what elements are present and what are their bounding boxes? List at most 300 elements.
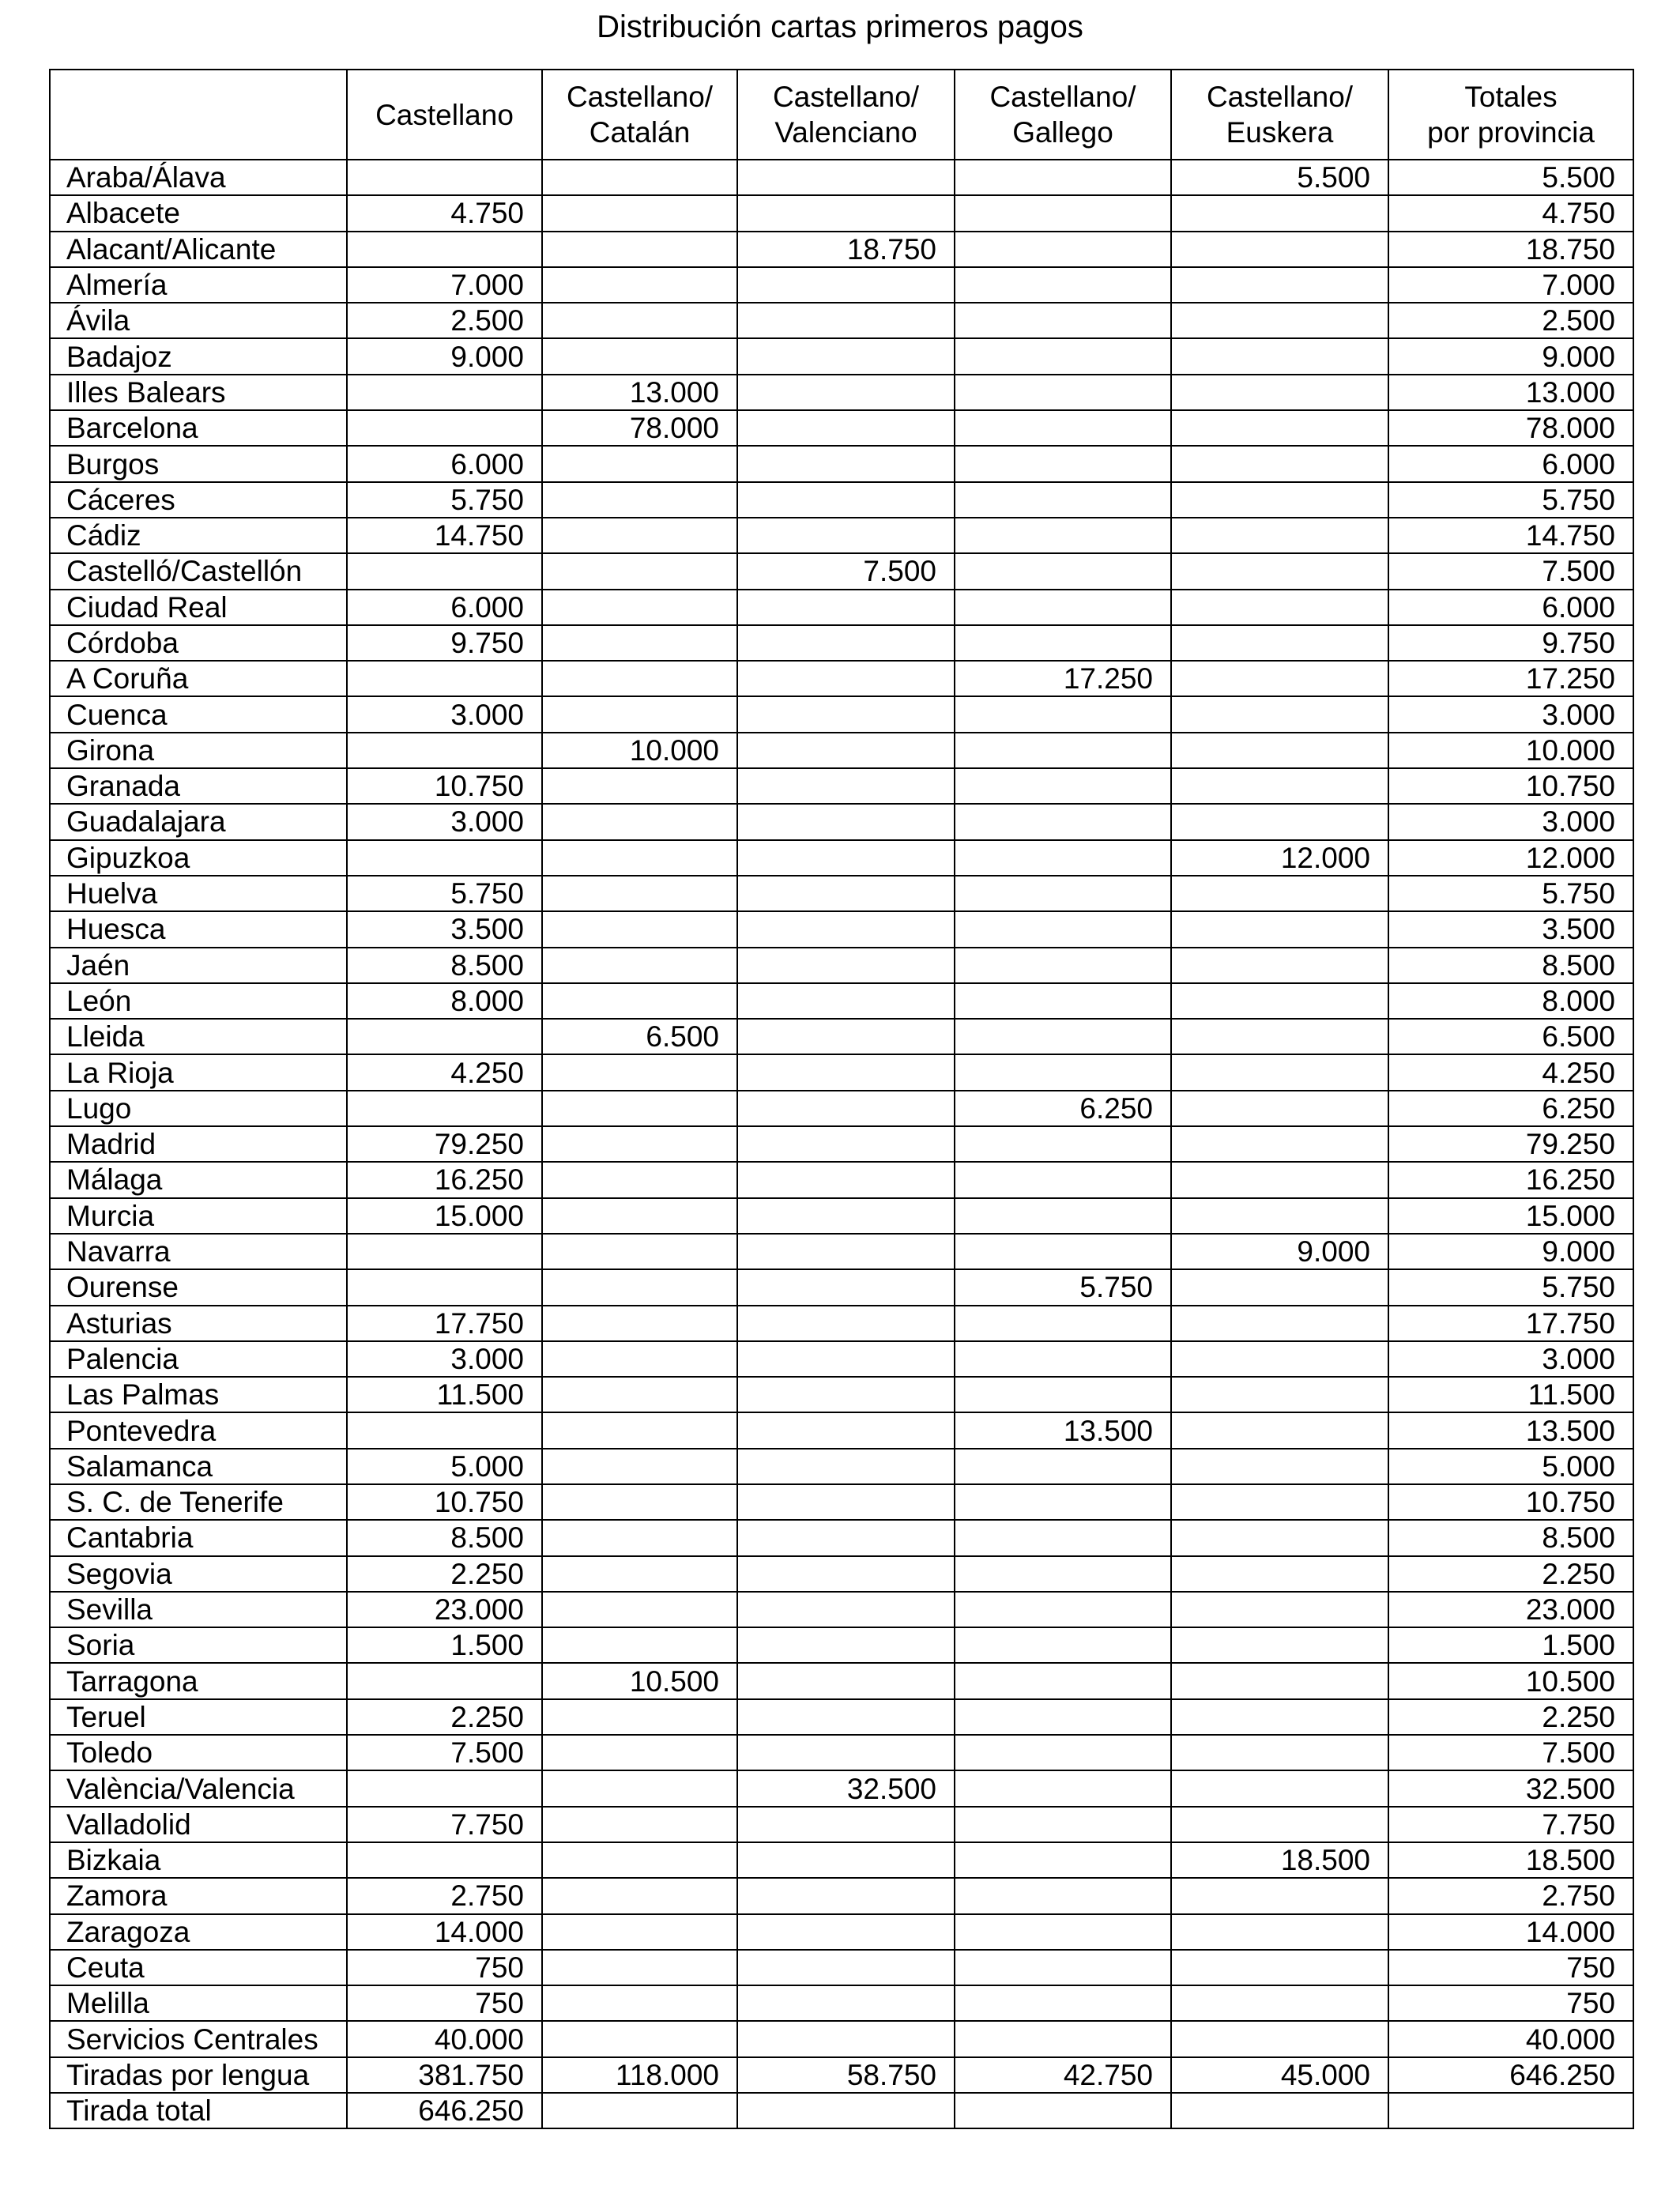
value-cell-castellano-valenciano — [737, 1198, 955, 1234]
value-cell-castellano-euskera — [1171, 1054, 1388, 1090]
value-cell-castellano-catalan — [542, 1842, 737, 1878]
value-cell-castellano: 7.000 — [347, 267, 542, 303]
province-name-cell: Palencia — [50, 1341, 347, 1377]
value-cell-castellano-catalan — [542, 1269, 737, 1305]
table-row — [50, 338, 1633, 374]
province-name-cell: Badajoz — [50, 338, 347, 374]
table-row — [50, 1520, 1633, 1555]
value-cell-castellano-euskera — [1171, 1627, 1388, 1663]
value-cell-castellano-gallego — [955, 1520, 1171, 1555]
value-cell-castellano-euskera — [1171, 1592, 1388, 1627]
province-name-cell: Araba/Álava — [50, 160, 347, 195]
province-name-cell: Huesca — [50, 911, 347, 947]
value-cell-castellano-catalan — [542, 804, 737, 839]
value-cell-castellano-valenciano — [737, 1449, 955, 1484]
value-cell-castellano-valenciano — [737, 948, 955, 983]
value-cell-castellano-euskera — [1171, 948, 1388, 983]
value-cell-total-por-provincia: 6.250 — [1388, 1091, 1633, 1126]
table-row — [50, 2057, 1633, 2093]
column-header-line-1: Castellano/ — [566, 81, 714, 113]
province-name-cell: Zamora — [50, 1878, 347, 1913]
value-cell-castellano: 5.000 — [347, 1449, 542, 1484]
column-header-castellano-valenciano — [737, 70, 955, 160]
value-cell-castellano-gallego — [955, 553, 1171, 589]
value-cell-castellano-gallego — [955, 1484, 1171, 1520]
column-header-province — [50, 70, 347, 160]
province-name-cell: Asturias — [50, 1306, 347, 1341]
value-cell-total-por-provincia: 79.250 — [1388, 1126, 1633, 1162]
value-cell-total-por-provincia: 2.250 — [1388, 1556, 1633, 1592]
table-row — [50, 1054, 1633, 1090]
value-cell-total-por-provincia: 2.250 — [1388, 1699, 1633, 1735]
value-cell-castellano-valenciano — [737, 1627, 955, 1663]
value-cell-castellano-valenciano — [737, 696, 955, 732]
column-header-line-1: Castellano — [375, 98, 514, 131]
value-cell-castellano-gallego — [955, 1234, 1171, 1269]
value-cell-castellano-gallego: 42.750 — [955, 2057, 1171, 2093]
value-cell-castellano-euskera — [1171, 1449, 1388, 1484]
value-cell-total-por-provincia: 40.000 — [1388, 2021, 1633, 2056]
value-cell-castellano-valenciano — [737, 1484, 955, 1520]
value-cell-total-por-provincia: 17.750 — [1388, 1306, 1633, 1341]
value-cell-castellano-valenciano — [737, 1663, 955, 1698]
value-cell-castellano-catalan — [542, 1556, 737, 1592]
value-cell-total-por-provincia: 16.250 — [1388, 1162, 1633, 1197]
value-cell-castellano-catalan — [542, 232, 737, 267]
value-cell-castellano-valenciano — [737, 1807, 955, 1842]
table-row — [50, 1556, 1633, 1592]
table-row — [50, 482, 1633, 518]
value-cell-castellano: 5.750 — [347, 876, 542, 911]
province-name-cell: Ceuta — [50, 1950, 347, 1985]
value-cell-castellano-euskera — [1171, 1377, 1388, 1412]
value-cell-castellano-valenciano — [737, 375, 955, 410]
province-name-cell: Granada — [50, 768, 347, 804]
value-cell-castellano — [347, 733, 542, 768]
value-cell-castellano-valenciano — [737, 160, 955, 195]
value-cell-castellano-euskera — [1171, 1019, 1388, 1054]
table-row — [50, 1735, 1633, 1770]
value-cell-castellano-gallego — [955, 1198, 1171, 1234]
header-row — [50, 70, 1633, 160]
value-cell-total-por-provincia: 6.000 — [1388, 590, 1633, 625]
value-cell-castellano-valenciano — [737, 1914, 955, 1950]
value-cell-castellano: 9.750 — [347, 625, 542, 661]
value-cell-castellano-catalan — [542, 303, 737, 338]
table-row — [50, 983, 1633, 1019]
value-cell-total-por-provincia: 6.000 — [1388, 446, 1633, 481]
value-cell-total-por-provincia: 23.000 — [1388, 1592, 1633, 1627]
column-header-castellano-gallego — [955, 70, 1171, 160]
column-header-castellano — [347, 70, 542, 160]
table-row — [50, 1484, 1633, 1520]
value-cell-castellano-gallego — [955, 1663, 1171, 1698]
value-cell-castellano-gallego — [955, 518, 1171, 553]
province-name-cell: Zaragoza — [50, 1914, 347, 1950]
value-cell-castellano-catalan — [542, 911, 737, 947]
table-row — [50, 625, 1633, 661]
value-cell-castellano: 3.000 — [347, 1341, 542, 1377]
value-cell-castellano-euskera — [1171, 1807, 1388, 1842]
value-cell-castellano — [347, 410, 542, 446]
value-cell-castellano-catalan — [542, 696, 737, 732]
value-cell-castellano-euskera — [1171, 876, 1388, 911]
table-row — [50, 1663, 1633, 1698]
value-cell-total-por-provincia: 3.000 — [1388, 804, 1633, 839]
value-cell-castellano-gallego — [955, 625, 1171, 661]
value-cell-castellano: 5.750 — [347, 482, 542, 518]
value-cell-total-por-provincia: 12.000 — [1388, 840, 1633, 876]
value-cell-castellano-euskera — [1171, 1950, 1388, 1985]
value-cell-castellano-valenciano — [737, 1341, 955, 1377]
province-name-cell: S. C. de Tenerife — [50, 1484, 347, 1520]
province-name-cell: Ciudad Real — [50, 590, 347, 625]
value-cell-castellano-gallego — [955, 1735, 1171, 1770]
value-cell-castellano-euskera — [1171, 375, 1388, 410]
value-cell-castellano-gallego — [955, 1770, 1171, 1806]
value-cell-castellano-euskera: 5.500 — [1171, 160, 1388, 195]
table-row — [50, 804, 1633, 839]
value-cell-castellano — [347, 1412, 542, 1448]
value-cell-castellano: 17.750 — [347, 1306, 542, 1341]
table-row — [50, 911, 1633, 947]
value-cell-total-por-provincia: 7.500 — [1388, 1735, 1633, 1770]
table-row — [50, 267, 1633, 303]
value-cell-castellano-euskera — [1171, 1985, 1388, 2021]
value-cell-castellano: 15.000 — [347, 1198, 542, 1234]
value-cell-castellano-valenciano — [737, 625, 955, 661]
value-cell-castellano-valenciano — [737, 840, 955, 876]
province-name-cell: Lleida — [50, 1019, 347, 1054]
table-row — [50, 1842, 1633, 1878]
value-cell-total-por-provincia: 78.000 — [1388, 410, 1633, 446]
value-cell-castellano-euskera: 12.000 — [1171, 840, 1388, 876]
province-name-cell: Almería — [50, 267, 347, 303]
province-name-cell: Soria — [50, 1627, 347, 1663]
table-row — [50, 1592, 1633, 1627]
value-cell-castellano-catalan — [542, 267, 737, 303]
province-name-cell: Toledo — [50, 1735, 347, 1770]
value-cell-castellano: 6.000 — [347, 446, 542, 481]
value-cell-castellano-catalan: 78.000 — [542, 410, 737, 446]
value-cell-castellano-catalan: 6.500 — [542, 1019, 737, 1054]
value-cell-castellano-gallego — [955, 590, 1171, 625]
value-cell-castellano-gallego — [955, 160, 1171, 195]
value-cell-total-por-provincia: 13.500 — [1388, 1412, 1633, 1448]
value-cell-castellano-valenciano — [737, 911, 955, 947]
table-row — [50, 1234, 1633, 1269]
table-row — [50, 1091, 1633, 1126]
value-cell-castellano-valenciano — [737, 768, 955, 804]
table-row — [50, 2021, 1633, 2056]
table-row — [50, 1950, 1633, 1985]
distribution-table — [49, 69, 1634, 2129]
value-cell-castellano: 40.000 — [347, 2021, 542, 2056]
value-cell-total-por-provincia: 5.500 — [1388, 160, 1633, 195]
value-cell-castellano-catalan — [542, 1126, 737, 1162]
value-cell-castellano-euskera — [1171, 696, 1388, 732]
value-cell-total-por-provincia: 9.000 — [1388, 1234, 1633, 1269]
value-cell-castellano-euskera — [1171, 1341, 1388, 1377]
value-cell-castellano-gallego — [955, 1699, 1171, 1735]
value-cell-total-por-provincia — [1388, 2093, 1633, 2128]
value-cell-castellano-catalan — [542, 768, 737, 804]
value-cell-castellano: 750 — [347, 1985, 542, 2021]
value-cell-castellano-euskera — [1171, 733, 1388, 768]
value-cell-castellano-valenciano — [737, 1699, 955, 1735]
province-name-cell: Cáceres — [50, 482, 347, 518]
value-cell-castellano-catalan — [542, 1341, 737, 1377]
value-cell-castellano-valenciano — [737, 518, 955, 553]
value-cell-castellano-gallego: 6.250 — [955, 1091, 1171, 1126]
value-cell-castellano: 8.500 — [347, 1520, 542, 1555]
value-cell-castellano-gallego — [955, 1807, 1171, 1842]
value-cell-total-por-provincia: 750 — [1388, 1985, 1633, 2021]
value-cell-castellano-gallego — [955, 948, 1171, 983]
value-cell-castellano: 23.000 — [347, 1592, 542, 1627]
value-cell-total-por-provincia: 14.000 — [1388, 1914, 1633, 1950]
value-cell-castellano-gallego — [955, 1878, 1171, 1913]
value-cell-castellano-catalan — [542, 1592, 737, 1627]
value-cell-castellano-valenciano — [737, 1269, 955, 1305]
value-cell-castellano-euskera — [1171, 804, 1388, 839]
value-cell-castellano-gallego — [955, 1054, 1171, 1090]
value-cell-castellano-valenciano: 58.750 — [737, 2057, 955, 2093]
table-row — [50, 1306, 1633, 1341]
value-cell-castellano — [347, 840, 542, 876]
province-name-cell: Bizkaia — [50, 1842, 347, 1878]
value-cell-castellano-gallego: 17.250 — [955, 661, 1171, 696]
value-cell-total-por-provincia: 8.500 — [1388, 948, 1633, 983]
value-cell-castellano-euskera: 9.000 — [1171, 1234, 1388, 1269]
value-cell-castellano-euskera — [1171, 195, 1388, 231]
value-cell-castellano-euskera — [1171, 303, 1388, 338]
province-name-cell: A Coruña — [50, 661, 347, 696]
value-cell-castellano-valenciano — [737, 267, 955, 303]
value-cell-castellano-gallego — [955, 1306, 1171, 1341]
value-cell-castellano-valenciano — [737, 338, 955, 374]
value-cell-castellano-catalan — [542, 1449, 737, 1484]
value-cell-castellano: 10.750 — [347, 1484, 542, 1520]
value-cell-castellano — [347, 553, 542, 589]
table-row — [50, 1198, 1633, 1234]
value-cell-castellano: 8.000 — [347, 983, 542, 1019]
value-cell-castellano-gallego — [955, 410, 1171, 446]
value-cell-castellano-valenciano — [737, 1162, 955, 1197]
table-row — [50, 1627, 1633, 1663]
province-name-cell: Huelva — [50, 876, 347, 911]
value-cell-castellano-euskera — [1171, 768, 1388, 804]
table-row — [50, 232, 1633, 267]
value-cell-castellano: 2.250 — [347, 1699, 542, 1735]
province-name-cell: Segovia — [50, 1556, 347, 1592]
table-body — [50, 160, 1633, 2128]
value-cell-castellano: 14.000 — [347, 1914, 542, 1950]
province-name-cell: Lugo — [50, 1091, 347, 1126]
value-cell-castellano-gallego — [955, 1985, 1171, 2021]
value-cell-castellano-euskera — [1171, 661, 1388, 696]
value-cell-castellano-catalan — [542, 195, 737, 231]
value-cell-castellano: 3.000 — [347, 696, 542, 732]
province-name-cell: Las Palmas — [50, 1377, 347, 1412]
value-cell-castellano-catalan — [542, 876, 737, 911]
value-cell-castellano-gallego — [955, 482, 1171, 518]
value-cell-castellano-catalan — [542, 1985, 737, 2021]
value-cell-castellano: 11.500 — [347, 1377, 542, 1412]
value-cell-castellano-euskera — [1171, 2021, 1388, 2056]
value-cell-castellano: 6.000 — [347, 590, 542, 625]
province-name-cell: Gipuzkoa — [50, 840, 347, 876]
value-cell-total-por-provincia: 8.000 — [1388, 983, 1633, 1019]
value-cell-castellano-valenciano — [737, 1556, 955, 1592]
value-cell-castellano-valenciano — [737, 733, 955, 768]
value-cell-total-por-provincia: 4.250 — [1388, 1054, 1633, 1090]
value-cell-total-por-provincia: 18.500 — [1388, 1842, 1633, 1878]
value-cell-castellano: 8.500 — [347, 948, 542, 983]
value-cell-castellano-euskera — [1171, 1091, 1388, 1126]
value-cell-castellano-catalan — [542, 590, 737, 625]
column-header-castellano-catalan — [542, 70, 737, 160]
value-cell-castellano: 2.250 — [347, 1556, 542, 1592]
value-cell-castellano-catalan — [542, 661, 737, 696]
value-cell-castellano-catalan — [542, 948, 737, 983]
province-name-cell: Jaén — [50, 948, 347, 983]
value-cell-castellano: 3.000 — [347, 804, 542, 839]
value-cell-castellano-catalan — [542, 1234, 737, 1269]
value-cell-castellano-catalan — [542, 1198, 737, 1234]
column-header-castellano-euskera — [1171, 70, 1388, 160]
value-cell-castellano-gallego — [955, 1950, 1171, 1985]
column-header-total-por-provincia — [1388, 70, 1633, 160]
value-cell-castellano-gallego — [955, 232, 1171, 267]
value-cell-castellano-euskera — [1171, 1878, 1388, 1913]
value-cell-castellano-valenciano — [737, 410, 955, 446]
province-name-cell: Madrid — [50, 1126, 347, 1162]
value-cell-castellano-catalan — [542, 2093, 737, 2128]
document-title: Distribución cartas primeros pagos — [597, 9, 1083, 44]
value-cell-castellano-euskera — [1171, 1699, 1388, 1735]
value-cell-castellano: 10.750 — [347, 768, 542, 804]
value-cell-total-por-provincia: 2.500 — [1388, 303, 1633, 338]
value-cell-castellano-euskera — [1171, 446, 1388, 481]
value-cell-total-por-provincia: 32.500 — [1388, 1770, 1633, 1806]
value-cell-total-por-provincia: 750 — [1388, 1950, 1633, 1985]
value-cell-castellano: 750 — [347, 1950, 542, 1985]
table-row — [50, 1269, 1633, 1305]
value-cell-castellano-euskera — [1171, 2093, 1388, 2128]
table-row — [50, 1019, 1633, 1054]
value-cell-castellano: 4.750 — [347, 195, 542, 231]
value-cell-castellano-valenciano — [737, 1126, 955, 1162]
value-cell-castellano-catalan — [542, 1699, 737, 1735]
value-cell-total-por-provincia: 5.750 — [1388, 876, 1633, 911]
value-cell-total-por-provincia: 3.500 — [1388, 911, 1633, 947]
value-cell-castellano-catalan — [542, 338, 737, 374]
table-row — [50, 661, 1633, 696]
table-row — [50, 1162, 1633, 1197]
column-header-line-2: Valenciano — [774, 116, 917, 149]
value-cell-castellano-catalan — [542, 1878, 737, 1913]
value-cell-castellano-catalan — [542, 160, 737, 195]
value-cell-total-por-provincia: 7.000 — [1388, 267, 1633, 303]
value-cell-castellano — [347, 1663, 542, 1698]
value-cell-castellano-gallego — [955, 1019, 1171, 1054]
value-cell-castellano-valenciano — [737, 195, 955, 231]
province-name-cell: Salamanca — [50, 1449, 347, 1484]
province-name-cell: Cádiz — [50, 518, 347, 553]
value-cell-castellano-valenciano: 18.750 — [737, 232, 955, 267]
value-cell-total-por-provincia: 3.000 — [1388, 1341, 1633, 1377]
value-cell-castellano-valenciano — [737, 1306, 955, 1341]
province-name-cell: Cuenca — [50, 696, 347, 732]
value-cell-castellano-euskera — [1171, 482, 1388, 518]
value-cell-castellano: 1.500 — [347, 1627, 542, 1663]
table-row — [50, 375, 1633, 410]
table-row — [50, 696, 1633, 732]
value-cell-castellano-gallego — [955, 696, 1171, 732]
value-cell-castellano-euskera — [1171, 1735, 1388, 1770]
table-row — [50, 1878, 1633, 1913]
value-cell-castellano-euskera — [1171, 1126, 1388, 1162]
value-cell-castellano-gallego — [955, 1592, 1171, 1627]
value-cell-castellano-valenciano — [737, 876, 955, 911]
value-cell-castellano-gallego — [955, 195, 1171, 231]
column-header-line-1: Totales — [1464, 81, 1558, 113]
value-cell-total-por-provincia: 8.500 — [1388, 1520, 1633, 1555]
province-name-cell: Castelló/Castellón — [50, 553, 347, 589]
value-cell-castellano-valenciano — [737, 2093, 955, 2128]
value-cell-castellano — [347, 160, 542, 195]
value-cell-castellano-catalan: 13.000 — [542, 375, 737, 410]
value-cell-castellano-gallego — [955, 1162, 1171, 1197]
value-cell-total-por-provincia: 13.000 — [1388, 375, 1633, 410]
value-cell-castellano-catalan: 10.000 — [542, 733, 737, 768]
value-cell-castellano-gallego — [955, 804, 1171, 839]
value-cell-castellano-valenciano — [737, 1735, 955, 1770]
column-header-line-1: Castellano/ — [772, 81, 920, 113]
province-name-cell: Albacete — [50, 195, 347, 231]
value-cell-castellano-euskera — [1171, 1663, 1388, 1698]
value-cell-castellano-gallego — [955, 840, 1171, 876]
value-cell-castellano-valenciano — [737, 1592, 955, 1627]
value-cell-castellano-valenciano — [737, 303, 955, 338]
province-name-cell: Málaga — [50, 1162, 347, 1197]
value-cell-castellano-valenciano: 7.500 — [737, 553, 955, 589]
province-name-cell: Tiradas por lengua — [50, 2057, 347, 2093]
value-cell-castellano — [347, 232, 542, 267]
value-cell-castellano-valenciano — [737, 1985, 955, 2021]
value-cell-castellano-valenciano — [737, 1234, 955, 1269]
table-row — [50, 195, 1633, 231]
value-cell-total-por-provincia: 1.500 — [1388, 1627, 1633, 1663]
value-cell-castellano-euskera — [1171, 1306, 1388, 1341]
value-cell-castellano: 3.500 — [347, 911, 542, 947]
value-cell-castellano-catalan — [542, 840, 737, 876]
value-cell-castellano: 646.250 — [347, 2093, 542, 2128]
value-cell-castellano-valenciano — [737, 983, 955, 1019]
value-cell-castellano-catalan: 118.000 — [542, 2057, 737, 2093]
value-cell-castellano-catalan — [542, 1091, 737, 1126]
column-header-line-1: Castellano/ — [1206, 81, 1354, 113]
table-row — [50, 1699, 1633, 1735]
value-cell-castellano-valenciano — [737, 804, 955, 839]
province-name-cell: Servicios Centrales — [50, 2021, 347, 2056]
value-cell-castellano-catalan — [542, 1914, 737, 1950]
province-name-cell: Murcia — [50, 1198, 347, 1234]
value-cell-castellano-catalan — [542, 1412, 737, 1448]
value-cell-castellano-gallego — [955, 446, 1171, 481]
value-cell-castellano: 4.250 — [347, 1054, 542, 1090]
